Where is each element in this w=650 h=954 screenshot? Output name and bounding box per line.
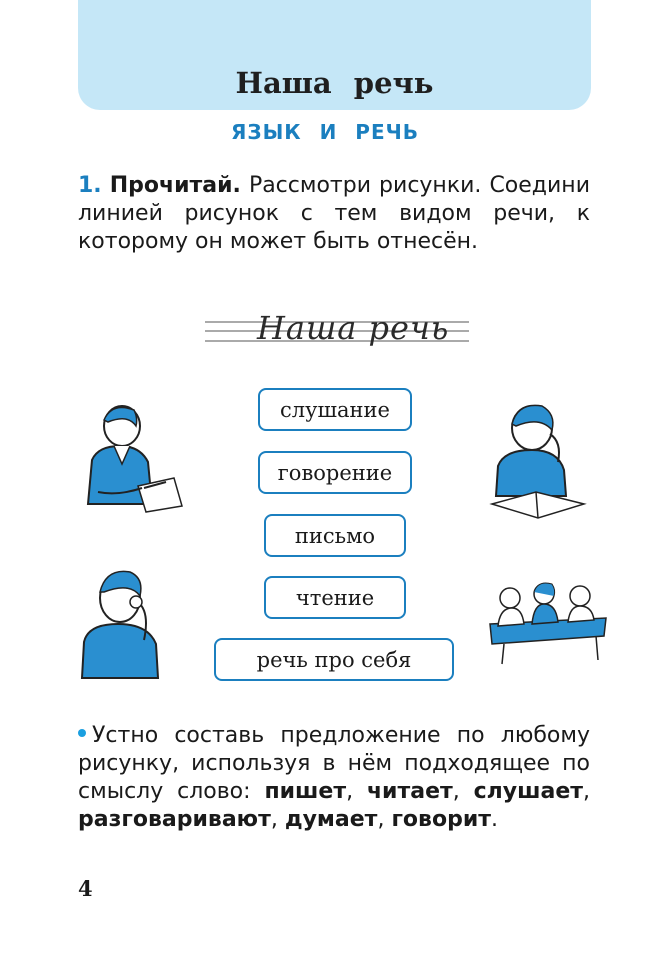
word-label: письмо xyxy=(294,523,376,548)
word-label: говорение xyxy=(277,460,393,485)
task-action: Прочитай. xyxy=(109,173,241,198)
keyword: разговаривают xyxy=(78,807,271,832)
word-box-listening[interactable] xyxy=(258,388,412,431)
word-label: чтение xyxy=(295,585,375,610)
keyword: говорит xyxy=(391,807,491,832)
keyword: читает xyxy=(366,779,453,804)
word-box-inner-speech[interactable] xyxy=(214,638,454,681)
keyword: пишет xyxy=(264,779,347,804)
boy-reading-icon[interactable] xyxy=(488,400,588,526)
handwriting-sample xyxy=(205,303,469,359)
word-label: речь про себя xyxy=(256,647,412,672)
word-box-reading[interactable] xyxy=(264,576,406,619)
task-number: 1. xyxy=(78,173,102,198)
page-title: Наша речь xyxy=(235,66,434,100)
boy-writing-icon[interactable] xyxy=(78,400,186,522)
header-banner xyxy=(78,0,591,110)
page-number: 4 xyxy=(78,876,93,901)
handwriting-text: Наша речь xyxy=(257,309,450,347)
keyword: слушает xyxy=(473,779,583,804)
task-text: Рассмотри рисунки. Соедини линией рисунок с тем видом речи, к которому он может быть отнесён. xyxy=(78,173,590,254)
word-box-writing[interactable] xyxy=(264,514,406,557)
word-label: слушание xyxy=(280,397,390,422)
section-title: ЯЗЫК И РЕЧЬ xyxy=(230,120,420,144)
children-talking-icon[interactable] xyxy=(484,574,612,666)
boy-thinking-icon[interactable] xyxy=(78,562,168,680)
exercise-text: Устно составь предложение по любому рисунку, используя в нём подходящее по смыслу слово: xyxy=(78,723,590,804)
task-paragraph xyxy=(78,172,590,256)
keyword: думает xyxy=(284,807,378,832)
bullet-icon xyxy=(78,729,86,737)
word-box-speaking[interactable] xyxy=(258,451,412,494)
exercise-paragraph: Устно составь предложение по любому рисунку, используя в нём подходящее по смыслу слово: пишет, читает, слушает, разговаривают, думает, говорит. xyxy=(78,723,590,832)
